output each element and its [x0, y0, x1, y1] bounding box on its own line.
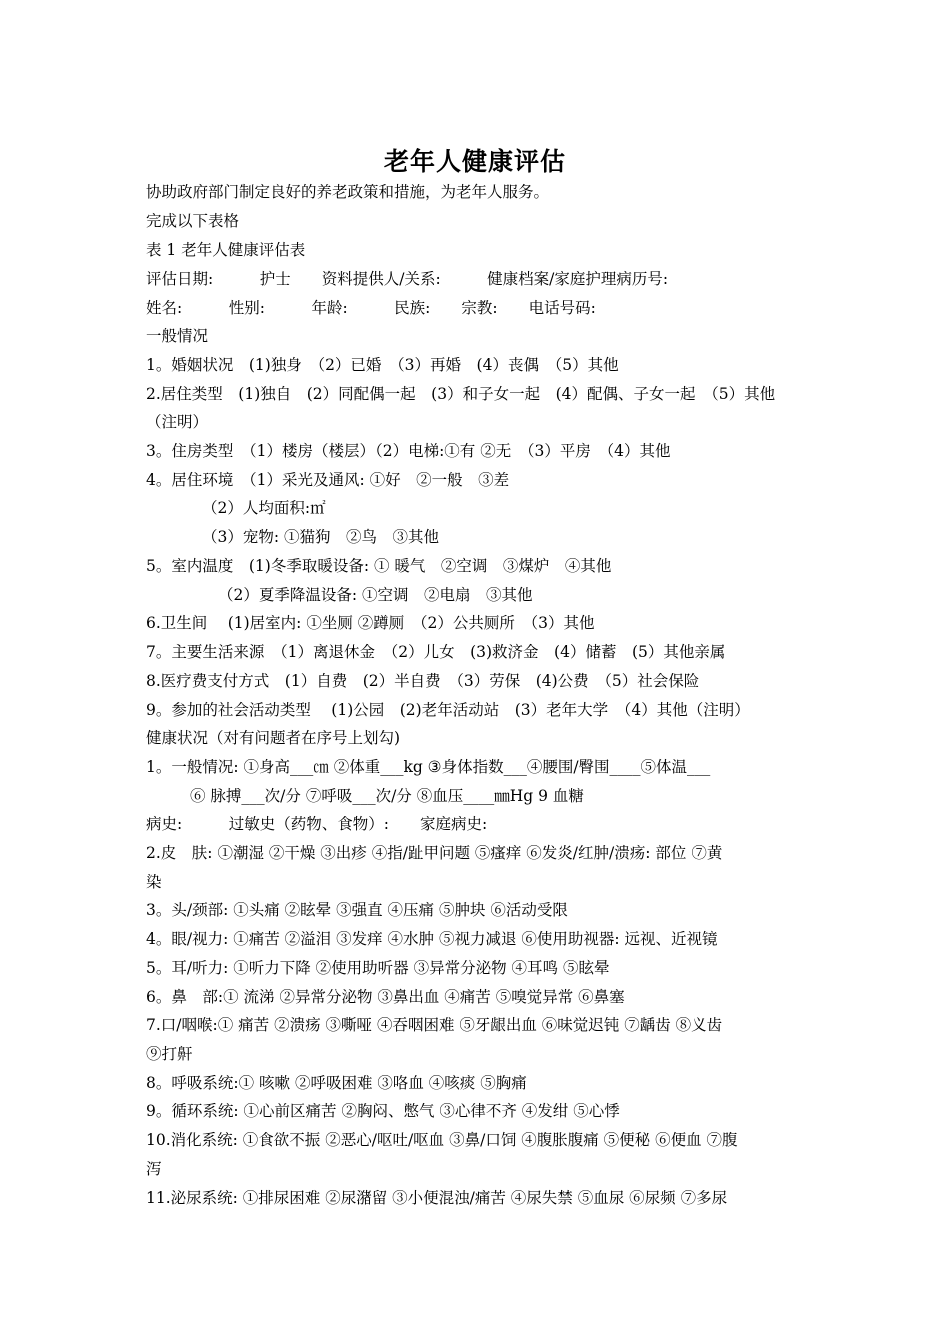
form-item: 6.卫生间 (1)居室内: ①坐厕 ②蹲厕 （2）公共厕所 （3）其他 [146, 614, 595, 632]
form-item: 11.泌尿系统: ①排尿困难 ②尿潴留 ③小便混浊/痛苦 ④尿失禁 ⑤血尿 ⑥尿频 ⑦多尿 [146, 1189, 728, 1207]
form-item-continued: （注明） [146, 413, 209, 431]
history-line: 病史: 过敏史（药物、食物）: 家庭病史: [146, 815, 488, 833]
form-item: 8.医疗费支付方式 (1）自费 (2）半自费 （3）劳保 (4)公费 （5）社会保险 [146, 672, 700, 690]
form-item: 7。主要生活来源 （1）离退休金 （2）儿女 (3)救济金 (4）储蓄 (5）其他亲属 [146, 643, 726, 661]
personal-info-line: 姓名: 性别: 年龄: 民族: 宗教: 电话号码: [146, 299, 596, 317]
intro-line: 协助政府部门制定良好的养老政策和措施，为老年人服务。 [146, 183, 550, 201]
form-subitem: （2）人均面积:㎡ [202, 499, 326, 517]
form-item: 3。住房类型 （1）楼房（楼层）（2）电梯:①有 ②无 （3）平房 （4）其他 [146, 442, 671, 460]
page-title: 老年人健康评估 [383, 147, 566, 176]
form-item: 4。眼/视力: ①痛苦 ②溢泪 ③发痒 ④水肿 ⑤视力减退 ⑥使用助视器: 远视、近视镜 [146, 930, 718, 948]
form-item: 2.居住类型 (1)独自 (2）同配偶一起 (3）和子女一起 (4）配偶、子女一起 （5）其他 [146, 385, 776, 403]
instruction-line: 完成以下表格 [146, 212, 240, 230]
form-item: 1。一般情况: ①身高___㎝ ②体重___kg ③身体指数___④腰围/臀围____⑤体温___ [146, 758, 711, 776]
form-item: 8。呼吸系统:① 咳嗽 ②呼吸困难 ③咯血 ④咳痰 ⑤胸痛 [146, 1074, 527, 1092]
form-item: 1。婚姻状况 (1)独身 （2）已婚 （3）再婚 (4）丧偶 （5）其他 [146, 356, 619, 374]
form-item: 9。循环系统: ①心前区痛苦 ②胸闷、憋气 ③心律不齐 ④发绀 ⑤心悸 [146, 1102, 620, 1120]
form-item: 3。头/颈部: ①头痛 ②眩晕 ③强直 ④压痛 ⑤肿块 ⑥活动受限 [146, 901, 568, 919]
form-item: 6。鼻 部:① 流涕 ②异常分泌物 ③鼻出血 ④痛苦 ⑤嗅觉异常 ⑥鼻塞 [146, 988, 625, 1006]
section-heading: 一般情况 [146, 327, 209, 345]
form-header-line: 评估日期: 护士 资料提供人/关系: 健康档案/家庭护理病历号: [146, 270, 669, 288]
form-item-continued: ⑨打鼾 [146, 1045, 193, 1063]
section-heading: 健康状况（对有问题者在序号上划勾) [146, 729, 401, 747]
form-item: 5。室内温度 (1)冬季取暖设备: ① 暖气 ②空调 ③煤炉 ④其他 [146, 557, 612, 575]
form-subitem: （2）夏季降温设备: ①空调 ②电扇 ③其他 [218, 586, 533, 604]
form-item-continued: 泻 [146, 1160, 162, 1178]
form-item: 7.口/咽喉:① 痛苦 ②溃疡 ③嘶哑 ④吞咽困难 ⑤牙龈出血 ⑥味觉迟钝 ⑦龋齿 ⑧义齿 [146, 1016, 723, 1034]
form-item-continued: ⑥ 脉搏___次/分 ⑦呼吸___次/分 ⑧血压____㎜Hg 9 血糖 [190, 787, 584, 805]
form-item: 5。耳/听力: ①听力下降 ②使用助听器 ③异常分泌物 ④耳鸣 ⑤眩晕 [146, 959, 610, 977]
form-item: 2.皮 肤: ①潮湿 ②干燥 ③出疹 ④指/趾甲问题 ⑤瘙痒 ⑥发炎/红肿/溃疡: 部位 ⑦黄 [146, 844, 723, 862]
form-item: 10.消化系统: ①食欲不振 ②恶心/呕吐/呕血 ③鼻/口饲 ④腹胀腹痛 ⑤便秘 ⑥便血 ⑦腹 [146, 1131, 738, 1149]
form-item: 4。居住环境 （1）采光及通风: ①好 ②一般 ③差 [146, 471, 510, 489]
form-item-continued: 染 [146, 873, 162, 891]
table-caption: 表 1 老年人健康评估表 [146, 241, 306, 259]
form-subitem: （3）宠物: ①猫狗 ②鸟 ③其他 [202, 528, 440, 546]
form-item: 9。参加的社会活动类型 (1)公园 (2)老年活动站 (3）老年大学 （4）其他（注明） [146, 701, 750, 719]
